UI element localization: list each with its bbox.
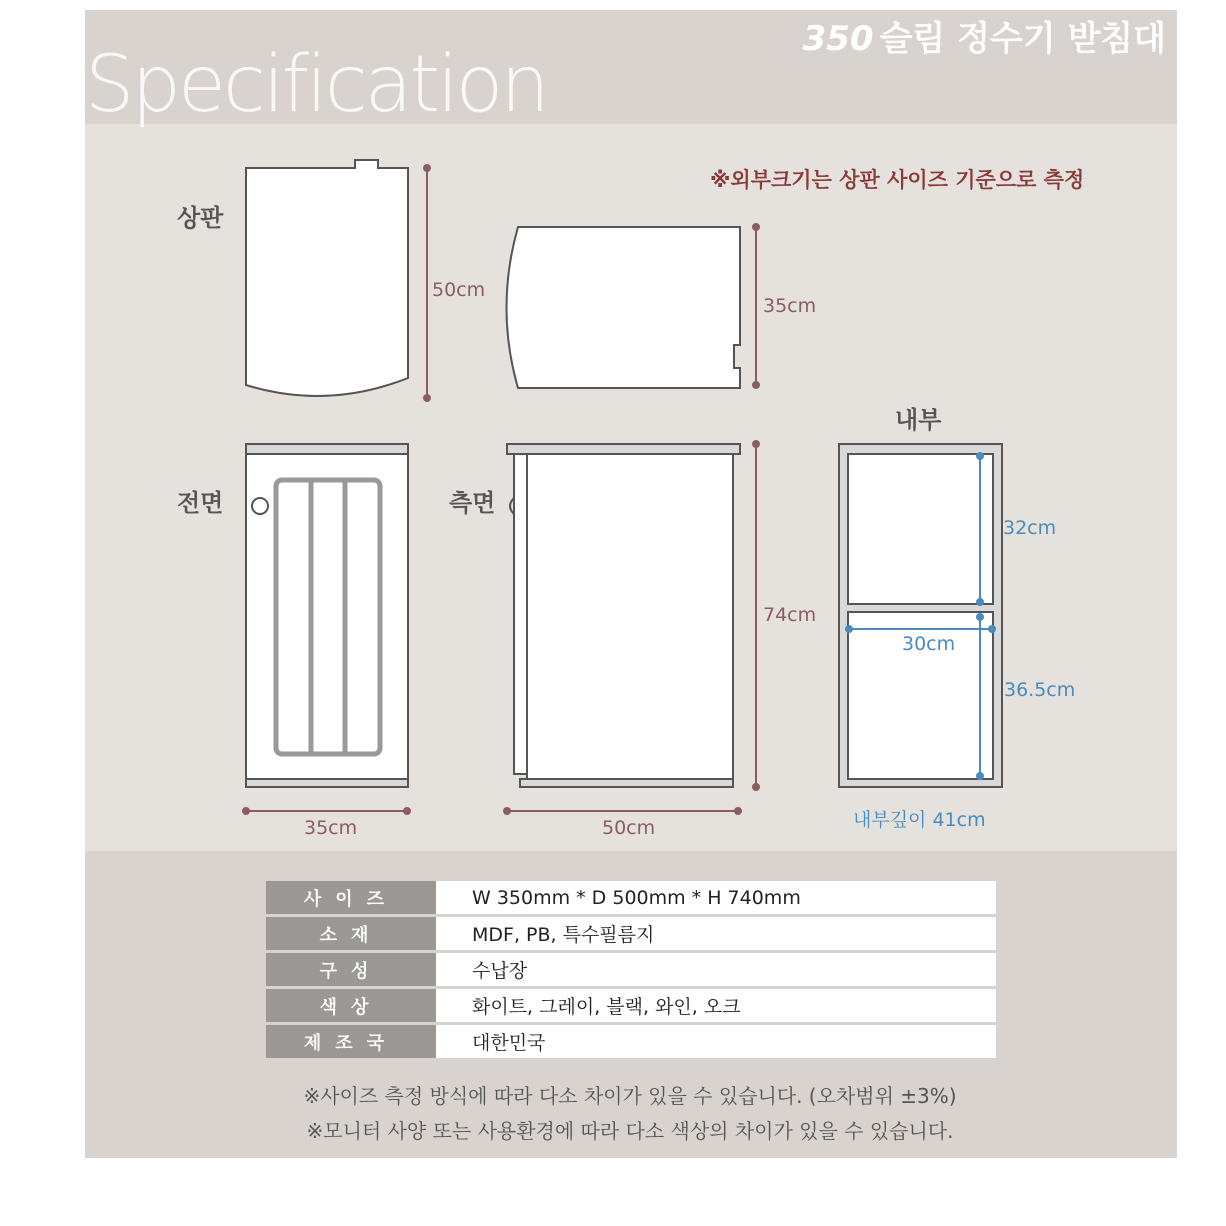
dim-label-inner-width: 30cm — [902, 633, 956, 655]
spec-value-composition: 수납장 — [436, 953, 996, 986]
front-view-cabinet — [246, 444, 408, 787]
table-row — [266, 953, 996, 986]
label-top-view: 상판 — [177, 204, 224, 232]
product-number: 350 — [802, 19, 874, 59]
dim-label-top-depth: 50cm — [432, 279, 486, 301]
spec-key-size: 사이즈 — [266, 881, 436, 914]
dim-label-lower-shelf: 36.5cm — [1004, 679, 1076, 701]
table-row — [266, 989, 996, 1022]
dim-line-side-depth — [504, 808, 741, 814]
spec-key-composition: 구성 — [266, 953, 436, 986]
dim-label-top-width: 35cm — [763, 295, 817, 317]
spec-value-size: W 350mm * D 500mm * H 740mm — [436, 881, 996, 914]
product-name: 슬림 정수기 받침대 — [879, 19, 1166, 59]
dim-line-height — [753, 441, 759, 790]
spec-key-color: 색상 — [266, 989, 436, 1022]
dim-line-front-width — [243, 808, 410, 814]
label-side-view: 측면 — [449, 489, 496, 517]
spec-value-material: MDF, PB, 특수필름지 — [436, 917, 996, 950]
spec-value-origin: 대한민국 — [436, 1025, 996, 1058]
top-plate-landscape — [507, 227, 741, 388]
dim-label-inner-depth: 내부깊이 41cm — [853, 809, 986, 831]
spec-key-origin: 제조국 — [266, 1025, 436, 1058]
side-view-cabinet — [507, 444, 740, 787]
top-plate-portrait — [246, 160, 408, 396]
spec-heading: Specification — [85, 40, 547, 130]
spec-value-color: 화이트, 그레이, 블랙, 와인, 오크 — [436, 989, 996, 1022]
dim-label-side-depth: 50cm — [602, 817, 656, 839]
footnote-measurement: ※사이즈 측정 방식에 따라 다소 차이가 있을 수 있습니다. (오차범위 ±3%) — [303, 1084, 957, 1108]
dim-label-upper-shelf: 32cm — [1003, 517, 1057, 539]
dim-label-front-width: 35cm — [304, 817, 358, 839]
table-row — [266, 881, 996, 914]
footnote-color: ※모니터 사양 또는 사용환경에 따라 다소 색상의 차이가 있을 수 있습니다. — [306, 1119, 954, 1143]
spec-table — [266, 878, 996, 1061]
spec-key-material: 소재 — [266, 917, 436, 950]
dim-line-top-width — [753, 224, 759, 388]
label-front-view: 전면 — [177, 489, 224, 517]
label-inside-view: 내부 — [895, 406, 942, 434]
measure-note: ※외부크기는 상판 사이즈 기준으로 측정 — [710, 168, 1085, 192]
dim-label-height: 74cm — [763, 604, 817, 626]
table-row — [266, 917, 996, 950]
dim-line-top-depth — [424, 165, 430, 401]
table-row — [266, 1025, 996, 1058]
